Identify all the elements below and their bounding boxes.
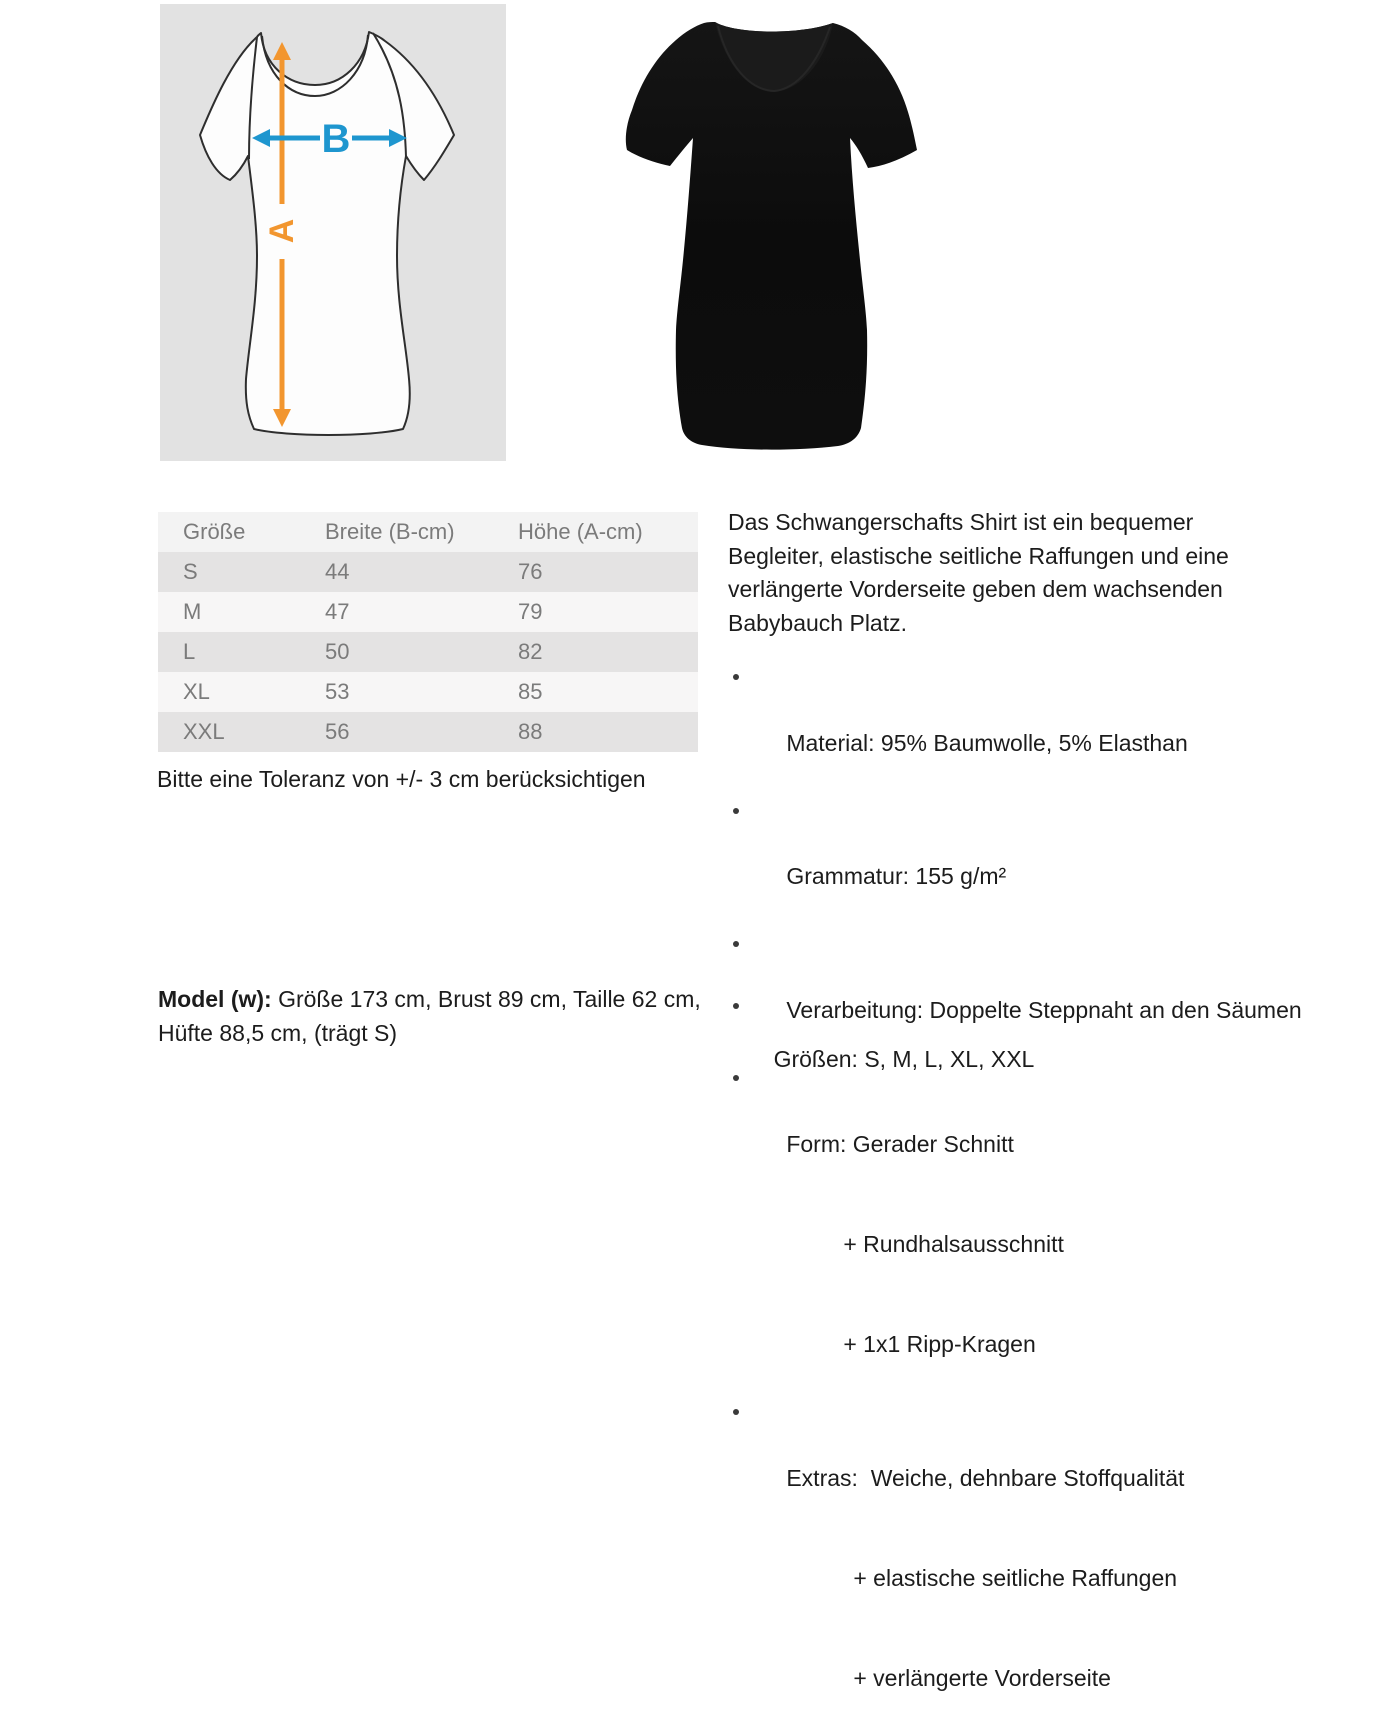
detail-form-sub1: + Rundhalsausschnitt: [843, 1230, 1064, 1257]
col-header-size: Größe: [183, 519, 246, 544]
tolerance-note: Bitte eine Toleranz von +/- 3 cm berücksichtigen: [157, 766, 646, 792]
model-info: Model (w): Größe 173 cm, Brust 89 cm, Taille 62 cm, Hüfte 88,5 cm, (trägt S): [158, 986, 701, 1046]
model-label: Model (w):: [158, 986, 272, 1012]
detail-form: Form: Gerader Schnitt: [728, 1061, 1302, 1195]
detail-material: Material: 95% Baumwolle, 5% Elasthan: [728, 660, 1302, 794]
bullet-dot: [733, 808, 739, 814]
bullet-dot: [733, 941, 739, 947]
black-maternity-shirt: [600, 0, 940, 460]
product-photo: [600, 0, 940, 460]
detail-form-sub2: + 1x1 Ripp-Kragen: [843, 1331, 1036, 1358]
table-row: S 44 76: [158, 552, 698, 592]
table-row: XL 53 85: [158, 672, 698, 712]
product-details-list: [728, 660, 1302, 1729]
tshirt-measurement-diagram: [160, 4, 506, 461]
size-diagram: [160, 4, 506, 461]
col-header-height: Höhe (A-cm): [518, 519, 643, 544]
table-row: M 47 79: [158, 592, 698, 632]
bullet-dot: [733, 674, 739, 680]
shirt-outline: [200, 32, 454, 435]
bullet-dot: [733, 1003, 739, 1009]
col-header-width: Breite (B-cm): [325, 519, 455, 544]
detail-grammatur: Grammatur: 155 g/m²: [728, 794, 1302, 928]
detail-extras-sub2: + verlängerte Vorderseite: [853, 1665, 1111, 1692]
size-table-header: [158, 512, 698, 552]
available-sizes: Größen: S, M, L, XL, XXL: [728, 992, 1034, 1100]
detail-extras: Extras: Weiche, dehnbare Stoffqualität: [728, 1395, 1302, 1529]
product-description: Das Schwangerschafts Shirt ist ein bequemer Begleiter, elastische seitliche Raffungen und eine verlängerte Vorderseite geben dem wachsenden Babybauch Platz.: [728, 509, 1229, 636]
width-label-b: B: [321, 117, 351, 161]
table-row: XXL 56 88: [158, 712, 698, 752]
height-label-a: A: [263, 218, 301, 244]
table-row: L 50 82: [158, 632, 698, 672]
bullet-dot: [733, 1409, 739, 1415]
detail-extras-sub1: + elastische seitliche Raffungen: [853, 1564, 1178, 1591]
detail-verarbeitung: Verarbeitung: Doppelte Steppnaht an den Säumen: [728, 927, 1302, 1061]
size-table: [158, 512, 698, 752]
